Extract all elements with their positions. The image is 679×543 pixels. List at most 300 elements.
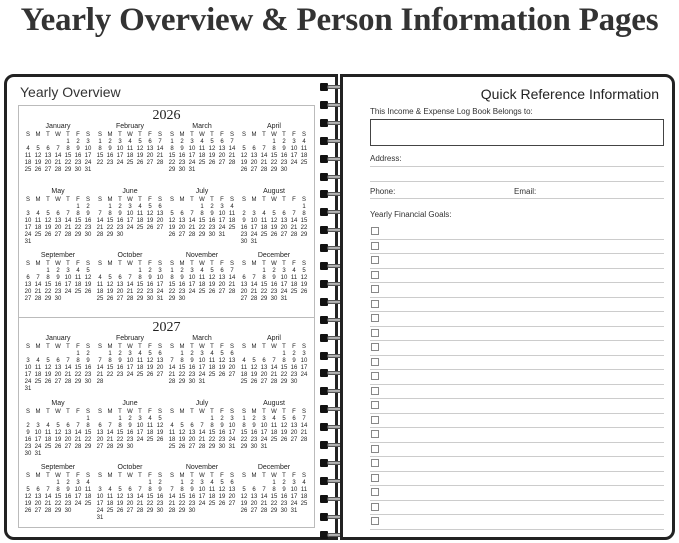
day-number: 27 <box>290 437 298 443</box>
weekday-label: T <box>118 409 122 415</box>
empty-day <box>43 416 53 423</box>
goal-checkbox[interactable] <box>371 474 379 482</box>
day-number: 11 <box>34 365 42 371</box>
day-number: 23 <box>178 289 186 295</box>
day-number: 23 <box>116 372 124 378</box>
day-number: 19 <box>240 160 248 166</box>
weekday-label: M <box>35 132 41 138</box>
day-number: 6 <box>148 139 152 145</box>
goal-checkbox[interactable] <box>371 358 379 366</box>
month-grid <box>23 197 93 246</box>
goal-row[interactable] <box>370 456 664 472</box>
empty-day <box>289 204 299 211</box>
goal-row[interactable] <box>370 239 664 255</box>
goal-checkbox[interactable] <box>371 271 379 279</box>
day-number: 9 <box>190 358 194 364</box>
day-number: 2 <box>56 268 60 274</box>
month-calendar <box>167 187 237 239</box>
day-number: 25 <box>146 437 154 443</box>
day-number: 11 <box>300 146 308 152</box>
day-number: 10 <box>34 430 42 436</box>
month-grid <box>239 344 309 386</box>
day-number: 22 <box>270 501 278 507</box>
day-number: 29 <box>106 232 114 238</box>
day-number: 27 <box>228 501 236 507</box>
day-number: 21 <box>260 501 268 507</box>
day-number: 5 <box>86 268 90 274</box>
day-number: 18 <box>96 289 104 295</box>
day-number: 14 <box>64 218 72 224</box>
day-number: 5 <box>118 487 122 493</box>
day-number: 28 <box>34 296 42 302</box>
weekday-label: T <box>262 197 266 203</box>
day-number: 10 <box>188 275 196 281</box>
day-number: 9 <box>180 275 184 281</box>
day-number: 4 <box>138 351 142 357</box>
day-number: 31 <box>188 167 196 173</box>
day-number: 7 <box>170 487 174 493</box>
goal-row[interactable] <box>370 282 664 298</box>
month-name: April <box>266 123 281 130</box>
month-name: November <box>185 464 219 471</box>
goal-checkbox[interactable] <box>371 343 379 351</box>
day-number: 15 <box>240 430 248 436</box>
banner-title: Yearly Overview & Person Information Pages <box>20 2 659 38</box>
day-number: 27 <box>188 444 196 450</box>
day-number: 13 <box>218 275 226 281</box>
weekday-label: M <box>35 344 41 350</box>
day-number: 2 <box>86 204 90 210</box>
goal-row[interactable] <box>370 224 664 240</box>
month-calendar <box>95 399 165 451</box>
weekday-label: W <box>127 261 133 267</box>
year-heading: 2027 <box>152 320 181 335</box>
day-number: 21 <box>64 225 72 231</box>
empty-day <box>23 268 33 275</box>
weekday-label: T <box>282 261 286 267</box>
day-number: 27 <box>280 232 288 238</box>
day-number: 3 <box>200 351 204 357</box>
weekday-label: F <box>148 261 152 267</box>
empty-day <box>23 204 33 211</box>
goal-row[interactable] <box>370 500 664 516</box>
weekday-label: M <box>107 473 113 479</box>
day-number: 19 <box>106 289 114 295</box>
day-number: 20 <box>250 160 258 166</box>
weekday-label: T <box>190 344 194 350</box>
day-number: 28 <box>96 379 104 385</box>
empty-day <box>33 480 43 487</box>
weekday-label: S <box>301 409 306 415</box>
day-number: 22 <box>74 225 82 231</box>
day-number: 12 <box>54 430 62 436</box>
goal-row[interactable] <box>370 268 664 284</box>
empty-day <box>239 351 249 358</box>
day-number: 2 <box>66 480 70 486</box>
goal-checkbox[interactable] <box>371 503 379 511</box>
month-calendar <box>23 463 93 515</box>
day-number: 16 <box>116 218 124 224</box>
day-number: 26 <box>208 289 216 295</box>
day-number: 3 <box>98 487 102 493</box>
empty-day <box>95 480 105 487</box>
day-number: 28 <box>54 167 62 173</box>
goal-checkbox[interactable] <box>371 387 379 395</box>
goal-row[interactable] <box>370 413 664 429</box>
day-number: 16 <box>280 153 288 159</box>
day-number: 21 <box>54 160 62 166</box>
day-number: 2 <box>108 139 112 145</box>
address-line-2[interactable] <box>370 181 664 182</box>
day-number: 11 <box>290 275 298 281</box>
day-number: 23 <box>188 501 196 507</box>
goal-row[interactable] <box>370 485 664 501</box>
contact-line[interactable] <box>370 198 664 199</box>
address-line[interactable] <box>370 166 664 167</box>
day-number: 20 <box>250 501 258 507</box>
day-number: 13 <box>290 423 298 429</box>
day-number: 13 <box>116 282 124 288</box>
day-number: 3 <box>230 416 234 422</box>
weekday-label: W <box>55 132 61 138</box>
month-name: October <box>117 252 143 259</box>
month-calendar <box>239 251 309 303</box>
day-number: 28 <box>188 232 196 238</box>
empty-day <box>43 139 53 146</box>
day-number: 9 <box>66 487 70 493</box>
day-number: 15 <box>54 494 62 500</box>
goal-checkbox[interactable] <box>371 300 379 308</box>
weekday-label: F <box>148 409 152 415</box>
day-number: 4 <box>210 351 214 357</box>
goal-checkbox[interactable] <box>371 430 379 438</box>
day-number: 15 <box>270 153 278 159</box>
goal-checkbox[interactable] <box>371 416 379 424</box>
day-number: 24 <box>250 232 258 238</box>
month-calendar <box>167 251 237 303</box>
goal-row[interactable] <box>370 326 664 342</box>
day-number: 4 <box>272 416 276 422</box>
day-number: 1 <box>46 268 50 274</box>
day-number: 5 <box>272 211 276 217</box>
day-number: 7 <box>108 423 112 429</box>
day-number: 26 <box>116 508 124 514</box>
day-number: 19 <box>136 153 144 159</box>
day-number: 24 <box>198 372 206 378</box>
day-number: 16 <box>188 365 196 371</box>
goal-row[interactable] <box>370 398 664 414</box>
day-number: 17 <box>24 225 32 231</box>
day-number: 18 <box>270 430 278 436</box>
day-number: 10 <box>96 494 104 500</box>
day-number: 12 <box>178 430 186 436</box>
day-number: 8 <box>262 275 266 281</box>
day-number: 15 <box>116 430 124 436</box>
day-number: 17 <box>126 218 134 224</box>
day-number: 5 <box>252 358 256 364</box>
day-number: 24 <box>116 160 124 166</box>
goal-checkbox[interactable] <box>371 227 379 235</box>
empty-day <box>53 139 63 146</box>
goal-checkbox[interactable] <box>371 256 379 264</box>
weekday-label: T <box>118 197 122 203</box>
day-number: 27 <box>116 296 124 302</box>
day-number: 9 <box>118 358 122 364</box>
day-number: 3 <box>282 268 286 274</box>
day-number: 18 <box>146 430 154 436</box>
day-number: 12 <box>84 275 92 281</box>
goal-row[interactable] <box>370 427 664 443</box>
day-number: 17 <box>188 282 196 288</box>
month-calendar <box>95 187 165 239</box>
day-number: 3 <box>302 351 306 357</box>
day-number: 26 <box>270 232 278 238</box>
day-number: 28 <box>126 296 134 302</box>
weekday-label: S <box>229 344 234 350</box>
empty-day <box>269 204 279 211</box>
day-number: 16 <box>290 365 298 371</box>
goal-checkbox[interactable] <box>371 329 379 337</box>
weekday-label: S <box>157 344 162 350</box>
empty-day <box>125 480 135 487</box>
day-number: 7 <box>200 423 204 429</box>
day-number: 5 <box>220 480 224 486</box>
goal-checkbox[interactable] <box>371 488 379 496</box>
day-number: 13 <box>156 358 164 364</box>
day-number: 2 <box>220 416 224 422</box>
day-number: 14 <box>106 430 114 436</box>
day-number: 27 <box>178 232 186 238</box>
day-number: 5 <box>56 423 60 429</box>
month-grid <box>167 197 237 239</box>
weekday-label: M <box>251 409 257 415</box>
day-number: 2 <box>148 268 152 274</box>
empty-day <box>33 204 43 211</box>
empty-day <box>259 351 269 358</box>
day-number: 22 <box>44 289 52 295</box>
day-number: 2 <box>158 480 162 486</box>
day-number: 5 <box>138 139 142 145</box>
weekday-label: W <box>199 344 205 350</box>
day-number: 16 <box>126 430 134 436</box>
day-number: 22 <box>198 225 206 231</box>
weekday-label: S <box>229 197 234 203</box>
day-number: 4 <box>128 139 132 145</box>
email-label: Email: <box>514 187 537 196</box>
day-number: 27 <box>34 508 42 514</box>
day-number: 26 <box>146 225 154 231</box>
goal-checkbox[interactable] <box>371 372 379 380</box>
goal-row[interactable] <box>370 514 664 530</box>
weekday-label: T <box>210 409 214 415</box>
month-calendar <box>95 122 165 167</box>
day-number: 29 <box>270 508 278 514</box>
weekday-label: S <box>85 409 90 415</box>
weekday-label: T <box>262 344 266 350</box>
day-number: 21 <box>96 225 104 231</box>
empty-day <box>95 351 105 358</box>
weekday-label: F <box>148 132 152 138</box>
day-number: 20 <box>188 437 196 443</box>
day-number: 20 <box>54 225 62 231</box>
month-grid <box>239 132 309 174</box>
day-number: 12 <box>240 494 248 500</box>
empty-day <box>187 204 197 211</box>
goal-row[interactable] <box>370 311 664 327</box>
day-number: 15 <box>64 153 72 159</box>
day-number: 8 <box>170 146 174 152</box>
day-number: 16 <box>270 282 278 288</box>
empty-day <box>239 139 249 146</box>
day-number: 14 <box>270 365 278 371</box>
weekday-label: S <box>85 473 90 479</box>
day-number: 21 <box>300 430 308 436</box>
day-number: 12 <box>106 282 114 288</box>
month-calendar <box>95 334 165 386</box>
month-calendar <box>167 334 237 386</box>
day-number: 27 <box>54 379 62 385</box>
empty-day <box>105 480 115 487</box>
goal-checkbox[interactable] <box>371 242 379 250</box>
day-number: 10 <box>290 487 298 493</box>
empty-day <box>249 204 259 211</box>
day-number: 18 <box>44 437 52 443</box>
goal-row[interactable] <box>370 297 664 313</box>
day-number: 10 <box>218 211 226 217</box>
day-number: 9 <box>272 275 276 281</box>
day-number: 15 <box>178 365 186 371</box>
goal-checkbox[interactable] <box>371 517 379 525</box>
weekday-label: W <box>271 344 277 350</box>
goal-checkbox[interactable] <box>371 445 379 453</box>
day-number: 26 <box>178 444 186 450</box>
weekday-label: T <box>210 473 214 479</box>
day-number: 19 <box>156 430 164 436</box>
goal-checkbox[interactable] <box>371 285 379 293</box>
day-number: 27 <box>156 372 164 378</box>
day-number: 28 <box>198 444 206 450</box>
day-number: 9 <box>282 146 286 152</box>
day-number: 6 <box>292 416 296 422</box>
month-grid <box>239 473 309 515</box>
goal-checkbox[interactable] <box>371 401 379 409</box>
weekday-label: W <box>271 473 277 479</box>
day-number: 29 <box>146 508 154 514</box>
calendar-box <box>18 105 315 528</box>
day-number: 10 <box>126 211 134 217</box>
day-number: 22 <box>106 372 114 378</box>
day-number: 30 <box>188 379 196 385</box>
goal-row[interactable] <box>370 355 664 371</box>
phone-label: Phone: <box>370 187 396 196</box>
goal-row[interactable] <box>370 253 664 269</box>
day-number: 4 <box>46 423 50 429</box>
day-number: 23 <box>280 501 288 507</box>
day-number: 7 <box>230 268 234 274</box>
day-number: 9 <box>292 358 296 364</box>
goal-row[interactable] <box>370 340 664 356</box>
goal-row[interactable] <box>370 384 664 400</box>
day-number: 13 <box>240 282 248 288</box>
day-number: 14 <box>228 275 236 281</box>
day-number: 21 <box>136 501 144 507</box>
day-number: 28 <box>228 289 236 295</box>
empty-day <box>239 204 249 211</box>
day-number: 6 <box>36 487 40 493</box>
day-number: 12 <box>208 146 216 152</box>
day-number: 11 <box>146 423 154 429</box>
day-number: 3 <box>200 480 204 486</box>
day-number: 27 <box>250 167 258 173</box>
day-number: 10 <box>198 487 206 493</box>
day-number: 1 <box>242 416 246 422</box>
day-number: 30 <box>280 167 288 173</box>
day-number: 10 <box>126 358 134 364</box>
weekday-label: W <box>271 132 277 138</box>
day-number: 6 <box>230 480 234 486</box>
goal-row[interactable] <box>370 369 664 385</box>
weekday-label: T <box>282 132 286 138</box>
day-number: 6 <box>180 211 184 217</box>
day-number: 9 <box>108 146 112 152</box>
empty-day <box>53 351 63 358</box>
day-number: 23 <box>24 444 32 450</box>
weekday-label: T <box>138 261 142 267</box>
weekday-label: S <box>169 344 174 350</box>
day-number: 6 <box>56 358 60 364</box>
month-grid <box>95 261 165 303</box>
day-number: 26 <box>44 232 52 238</box>
weekday-label: T <box>282 473 286 479</box>
day-number: 8 <box>66 146 70 152</box>
weekday-label: F <box>220 132 224 138</box>
day-number: 8 <box>98 146 102 152</box>
day-number: 19 <box>44 225 52 231</box>
empty-day <box>249 139 259 146</box>
owner-field[interactable] <box>370 119 664 146</box>
month-name: June <box>122 400 138 407</box>
goal-checkbox[interactable] <box>371 314 379 322</box>
weekday-label: T <box>66 132 70 138</box>
day-number: 2 <box>282 139 286 145</box>
day-number: 21 <box>168 501 176 507</box>
day-number: 8 <box>272 146 276 152</box>
day-number: 13 <box>44 153 52 159</box>
day-number: 8 <box>108 211 112 217</box>
right-page <box>340 74 675 540</box>
day-number: 16 <box>280 494 288 500</box>
empty-day <box>33 416 43 423</box>
empty-day <box>187 416 197 423</box>
goal-row[interactable] <box>370 471 664 487</box>
weekday-label: F <box>292 197 296 203</box>
day-number: 14 <box>168 494 176 500</box>
day-number: 21 <box>44 501 52 507</box>
day-number: 11 <box>106 494 114 500</box>
goal-row[interactable] <box>370 442 664 458</box>
day-number: 23 <box>156 501 164 507</box>
day-number: 2 <box>86 351 90 357</box>
day-number: 27 <box>250 508 258 514</box>
weekday-label: T <box>66 473 70 479</box>
day-number: 17 <box>84 153 92 159</box>
day-number: 24 <box>300 372 308 378</box>
goal-checkbox[interactable] <box>371 459 379 467</box>
day-number: 26 <box>146 372 154 378</box>
day-number: 13 <box>218 146 226 152</box>
day-number: 1 <box>138 268 142 274</box>
day-number: 8 <box>200 211 204 217</box>
